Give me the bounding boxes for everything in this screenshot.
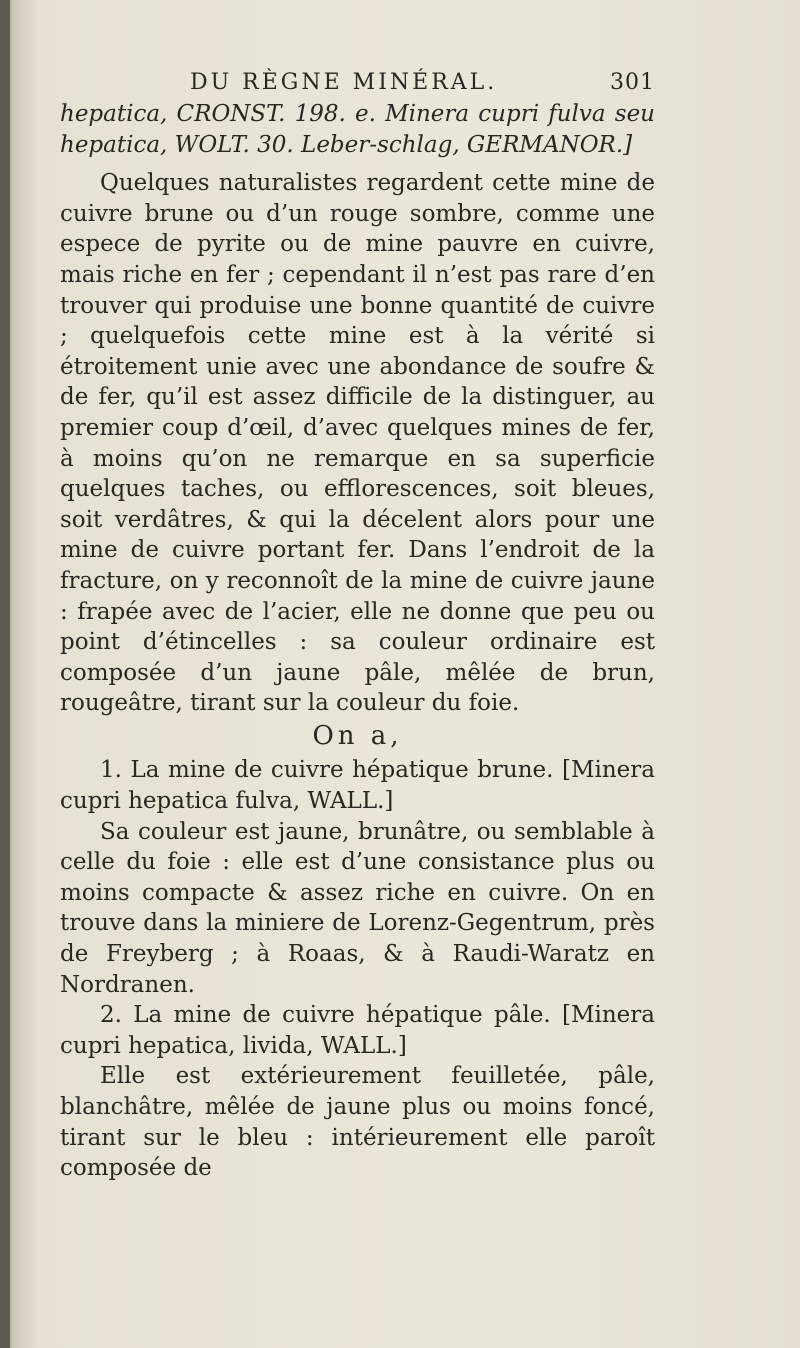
page-number: 301: [610, 70, 655, 95]
running-title: DU RÈGNE MINÉRAL.: [190, 70, 498, 95]
section-intro: On a,: [312, 720, 403, 751]
item-1-heading: 1. La mine de cuivre hépatique brune. [Minera cupri hepatica fulva, WALL.]: [60, 757, 655, 815]
page-content: [60, 70, 655, 1184]
item-2-heading: 2. La mine de cuivre hépatique pâle. [Minera cupri hepatica, livida, WALL.]: [60, 1002, 655, 1059]
item-2-body: Elle est extérieurement feuilletée, pâle, blanchâtre, mêlée de jaune plus ou moins foncé, tirant sur le bleu : intérieurement elle paroît composée de: [60, 1063, 655, 1182]
book-spine: [0, 0, 10, 1348]
running-head: [60, 70, 655, 95]
paragraph-main: Quelques naturalistes regardent cette mine de cuivre brune ou d’un rouge sombre, comme une espece de pyrite ou de mine pauvre en cuivre, mais riche en fer ; cependant il n’est pas rare d’en trouver qui produise une bonne quantité de cuivre ; quelquefois cette mine est à la vérité si étroitement unie avec une abondance de soufre & de fer, qu’il est assez difficile de la distinguer, au premier coup d’œil, d’avec quelques mines de fer, à moins qu’on ne remarque en sa superficie quelques taches, ou efflorescences, soit bleues, soit verdâtres, & qui la décelent alors pour une mine de cuivre portant fer. Dans l’endroit de la fracture, on y reconnoît de la mine de cuivre jaune : frapée avec de l’acier, elle ne donne que peu ou point d’étincelles : sa couleur ordinaire est composée d’un jaune pâle, mêlée de brun, rougeâtre, tirant sur la couleur du foie.: [60, 170, 655, 717]
paragraph-continuation: hepatica, CRONST. 198. e. Minera cupri fulva seu hepatica, WOLT. 30. Leber-schlag, GERMANOR.]: [60, 101, 655, 158]
item-1-body: Sa couleur est jaune, brunâtre, ou semblable à celle du foie : elle est d’une consistance plus ou moins compacte & assez riche en cuivre. On en trouve dans la miniere de Lorenz-Gegentrum, près de Freyberg ; à Roaas, & à Raudi-Waratz en Nordranen.: [60, 818, 655, 998]
